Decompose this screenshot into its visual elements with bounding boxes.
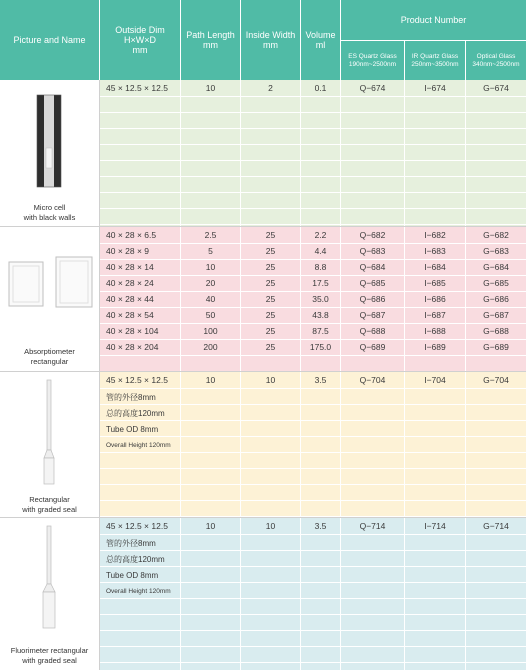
row-divider — [100, 275, 526, 276]
g1r1-path: 10 — [205, 83, 216, 93]
g4r1-ir: I−714 — [424, 521, 446, 531]
g2r5-width: 25 — [265, 294, 276, 304]
header-es-quartz-line2: 190nm~2500nm — [348, 60, 397, 68]
g3r1-og: G−704 — [483, 375, 509, 385]
group2-picture-cell — [0, 227, 99, 371]
header-volume-line1: Volume — [305, 30, 336, 40]
g3-note-tube-od-cn: 管的外径8mm — [106, 392, 156, 402]
g2r6-og: G−687 — [483, 310, 509, 320]
header-ir-quartz-line2: 250nm~3500nm — [411, 60, 459, 68]
header-es-quartz-line1: ES Quartz Glass — [348, 52, 397, 60]
row-divider — [100, 224, 526, 225]
g4-note-tube-od-cn: 管的外径8mm — [106, 538, 156, 548]
g2r2-width: 25 — [265, 246, 276, 256]
group1-background — [100, 80, 526, 226]
g2r6-volume: 43.8 — [312, 310, 329, 320]
g2r8-dim: 40 × 28 × 204 — [106, 342, 159, 352]
header-outside-dim — [100, 0, 180, 80]
g4-note-height-cn: 总的高度120mm — [106, 554, 165, 564]
g2r3-es: Q−684 — [359, 262, 386, 272]
row-divider — [100, 500, 526, 501]
g2r6-path: 50 — [205, 310, 216, 320]
header-volume-line2: ml — [315, 40, 326, 50]
g2r2-es: Q−683 — [359, 246, 386, 256]
g1r1-og: G−674 — [483, 83, 509, 93]
row-divider — [100, 160, 526, 161]
header-outside-dim-line1: Outside Dim — [115, 25, 165, 35]
header-picture-and-name-label: Picture and Name — [13, 35, 86, 45]
g1r1-volume: 0.1 — [314, 83, 327, 93]
row-divider — [100, 404, 526, 405]
g2r6-width: 25 — [265, 310, 276, 320]
g2r7-og: G−688 — [483, 326, 509, 336]
g1r1-width: 2 — [268, 83, 273, 93]
g2r4-path: 20 — [205, 278, 216, 288]
header-inside-width-line2: mm — [263, 40, 278, 50]
g2r6-es: Q−687 — [359, 310, 386, 320]
header-outside-dim-line2: H×W×D — [123, 35, 156, 45]
section-divider — [0, 517, 526, 518]
g4r1-volume: 3.5 — [314, 521, 327, 531]
g3r1-volume: 3.5 — [314, 375, 327, 385]
row-divider — [100, 598, 526, 599]
row-divider — [100, 291, 526, 292]
row-divider — [100, 646, 526, 647]
section-divider — [0, 226, 526, 227]
g2r3-volume: 8.8 — [314, 262, 327, 272]
header-optical-glass-line2: 340nm~2500nm — [472, 60, 520, 68]
g2r1-og: G−682 — [483, 230, 509, 240]
g4r1-path: 10 — [205, 521, 216, 531]
g2r1-width: 25 — [265, 230, 276, 240]
group4-caption — [0, 646, 99, 666]
g2r1-volume: 2.2 — [314, 230, 327, 240]
g3-note-tube-od-en: Tube OD 8mm — [106, 424, 159, 434]
g2r5-path: 40 — [205, 294, 216, 304]
g3r1-width: 10 — [265, 375, 276, 385]
g2r8-volume: 175.0 — [309, 342, 332, 352]
group2-caption — [0, 347, 99, 367]
section-divider — [0, 371, 526, 372]
row-divider — [100, 259, 526, 260]
g4-note-height-en: Overall Height 120mm — [106, 587, 171, 595]
row-divider — [100, 128, 526, 129]
header-outside-dim-line3: mm — [132, 45, 148, 55]
g2r7-path: 100 — [203, 326, 218, 336]
g2r2-dim: 40 × 28 × 9 — [106, 246, 150, 256]
g1r1-es: Q−674 — [359, 83, 386, 93]
g2r1-ir: I−682 — [424, 230, 446, 240]
header-volume — [301, 0, 340, 80]
g2r4-es: Q−685 — [359, 278, 386, 288]
g2r7-es: Q−688 — [359, 326, 386, 336]
row-divider — [100, 243, 526, 244]
g2r4-ir: I−685 — [424, 278, 446, 288]
g2r5-volume: 35.0 — [312, 294, 329, 304]
graded-seal-cuvette-icon — [0, 372, 99, 492]
g2r5-dim: 40 × 28 × 44 — [106, 294, 154, 304]
g2r1-es: Q−682 — [359, 230, 386, 240]
g2r5-ir: I−686 — [424, 294, 446, 304]
g2r3-ir: I−684 — [424, 262, 446, 272]
row-divider — [100, 208, 526, 209]
g2r7-ir: I−688 — [424, 326, 446, 336]
micro-cell-cuvette-icon — [0, 80, 99, 200]
header-picture-and-name — [0, 0, 99, 80]
header-ir-quartz-line1: IR Quartz Glass — [411, 52, 459, 60]
group3-caption-line2: with graded seal — [22, 505, 77, 514]
g4r1-width: 10 — [265, 521, 276, 531]
g3r1-dim: 45 × 12.5 × 12.5 — [106, 375, 168, 385]
g2r1-path: 2.5 — [204, 230, 217, 240]
row-divider — [100, 176, 526, 177]
g2r2-ir: I−683 — [424, 246, 446, 256]
g2r7-volume: 87.5 — [312, 326, 329, 336]
header-optical-glass — [466, 41, 526, 80]
row-divider — [100, 452, 526, 453]
header-path-length — [181, 0, 240, 80]
header-product-number — [341, 0, 526, 40]
group4-caption-line1: Fluorimeter rectangular — [10, 646, 89, 655]
row-divider — [100, 614, 526, 615]
group2-caption-line1: Absorptiometer — [24, 347, 75, 356]
row-divider — [100, 468, 526, 469]
g2r4-dim: 40 × 28 × 24 — [106, 278, 154, 288]
g2r4-volume: 17.5 — [312, 278, 329, 288]
group4-caption-line2: with graded seal — [22, 656, 77, 665]
row-divider — [100, 192, 526, 193]
g1r1-dim: 45 × 12.5 × 12.5 — [106, 83, 168, 93]
g2r8-ir: I−689 — [424, 342, 446, 352]
group1-caption-line2: with black walls — [23, 213, 76, 222]
row-divider — [100, 484, 526, 485]
g3-note-height-cn: 总的高度120mm — [106, 408, 165, 418]
row-divider — [100, 436, 526, 437]
row-divider — [100, 630, 526, 631]
header-path-length-line1: Path Length — [186, 30, 235, 40]
g2r3-dim: 40 × 28 × 14 — [106, 262, 154, 272]
header-inside-width-line1: Inside Width — [245, 30, 296, 40]
header-optical-glass-line1: Optical Glass — [476, 52, 516, 60]
g4r1-dim: 45 × 12.5 × 12.5 — [106, 521, 168, 531]
absorptiometer-cuvettes-icon — [0, 227, 99, 337]
g2r2-og: G−683 — [483, 246, 509, 256]
header-inside-width — [241, 0, 300, 80]
g2r6-ir: I−687 — [424, 310, 446, 320]
row-divider — [100, 96, 526, 97]
g4-note-tube-od-en: Tube OD 8mm — [106, 570, 159, 580]
g2r4-width: 25 — [265, 278, 276, 288]
g4r1-es: Q−714 — [359, 521, 386, 531]
group4-picture-cell — [0, 518, 99, 670]
group1-picture-cell — [0, 80, 99, 226]
group3-caption — [0, 495, 99, 515]
row-divider — [100, 662, 526, 663]
group2-caption-line2: rectangular — [30, 357, 69, 366]
row-divider — [100, 307, 526, 308]
g2r3-og: G−684 — [483, 262, 509, 272]
g2r8-width: 25 — [265, 342, 276, 352]
group3-picture-cell — [0, 372, 99, 517]
row-divider — [100, 534, 526, 535]
header-ir-quartz — [405, 41, 465, 80]
row-divider — [100, 582, 526, 583]
g2r5-og: G−686 — [483, 294, 509, 304]
g2r8-es: Q−689 — [359, 342, 386, 352]
group1-caption — [0, 203, 99, 223]
g2r2-volume: 4.4 — [314, 246, 327, 256]
g2r1-dim: 40 × 28 × 6.5 — [106, 230, 157, 240]
g2r7-width: 25 — [265, 326, 276, 336]
header-path-length-line2: mm — [203, 40, 218, 50]
g2r3-path: 10 — [205, 262, 216, 272]
picture-column-border — [99, 80, 100, 670]
row-divider — [100, 339, 526, 340]
header-product-number-label: Product Number — [400, 15, 467, 25]
row-divider — [100, 420, 526, 421]
row-divider — [100, 144, 526, 145]
g3r1-es: Q−704 — [359, 375, 386, 385]
g2r8-og: G−689 — [483, 342, 509, 352]
row-divider — [100, 566, 526, 567]
g2r8-path: 200 — [203, 342, 218, 352]
g1r1-ir: I−674 — [424, 83, 446, 93]
row-divider — [100, 550, 526, 551]
g2r2-path: 5 — [208, 246, 213, 256]
g3r1-ir: I−704 — [424, 375, 446, 385]
g4r1-og: G−714 — [483, 521, 509, 531]
group3-caption-line1: Rectangular — [29, 495, 70, 504]
g2r5-es: Q−686 — [359, 294, 386, 304]
g2r3-width: 25 — [265, 262, 276, 272]
g2r4-og: G−685 — [483, 278, 509, 288]
row-divider — [100, 355, 526, 356]
fluorimeter-graded-seal-cuvette-icon — [0, 518, 99, 638]
g3r1-path: 10 — [205, 375, 216, 385]
g3-note-height-en: Overall Height 120mm — [106, 441, 171, 449]
g2r6-dim: 40 × 28 × 54 — [106, 310, 154, 320]
row-divider — [100, 388, 526, 389]
row-divider — [100, 323, 526, 324]
group1-caption-line1: Micro cell — [33, 203, 66, 212]
g2r7-dim: 40 × 28 × 104 — [106, 326, 159, 336]
header-es-quartz — [341, 41, 404, 80]
row-divider — [100, 112, 526, 113]
